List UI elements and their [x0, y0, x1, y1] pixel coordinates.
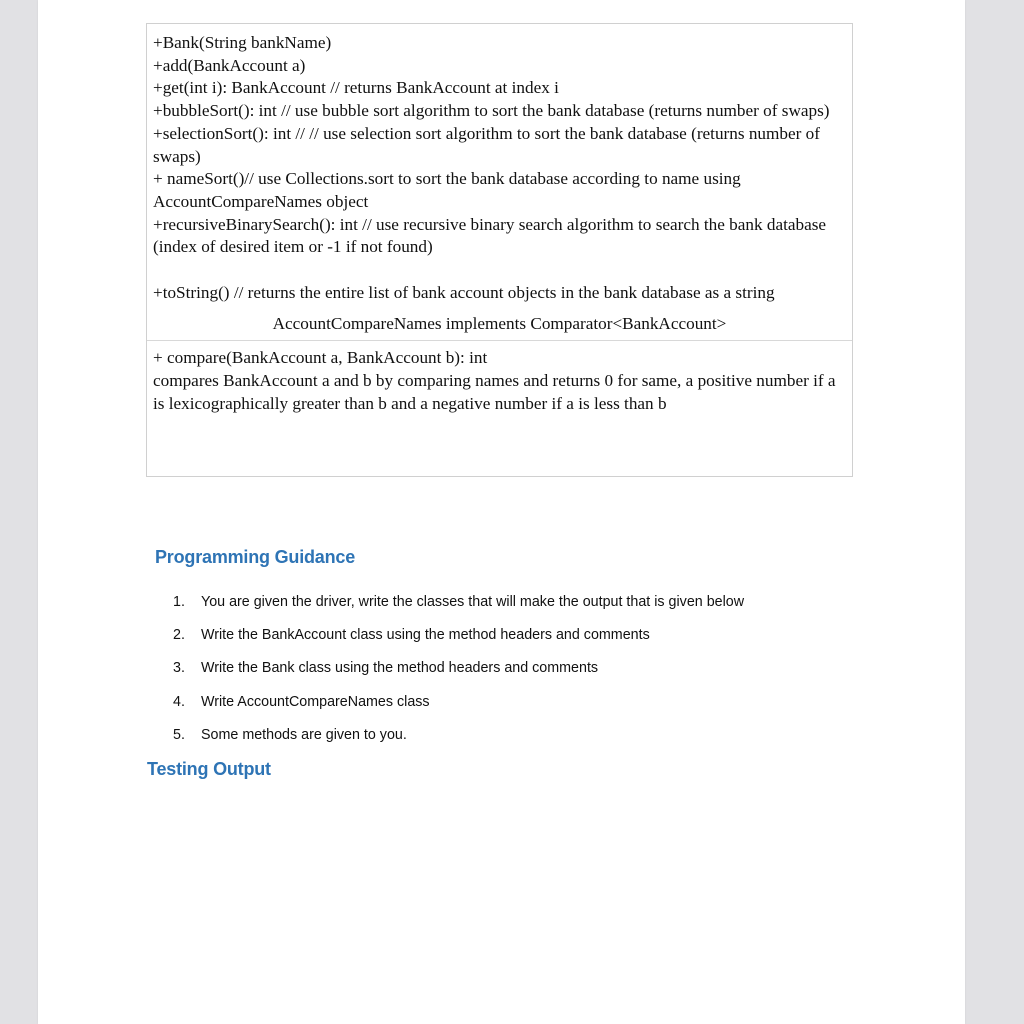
- method-recursive-binary-search: +recursiveBinarySearch(): int // use recursive binary search algorithm to search the bank database (index of desired item or -1 if not found): [153, 214, 827, 257]
- list-item-number: 2.: [173, 627, 185, 644]
- list-item: [173, 692, 744, 725]
- method-to-string: +toString() // returns the entire list of bank account objects in the bank database as a string: [153, 282, 775, 302]
- list-item-text: You are given the driver, write the classes that will make the output that is given below: [201, 594, 745, 610]
- guidance-list: [173, 592, 744, 758]
- blank-line: [153, 259, 846, 282]
- list-item-text: Some methods are given to you.: [201, 726, 407, 743]
- compare-method-cell: [147, 341, 852, 415]
- list-item-text: Write the BankAccount class using the method headers and comments: [201, 627, 650, 644]
- method-name-sort: + nameSort()// use Collections.sort to sort the bank database according to name using AccountCompareNames object: [153, 169, 741, 211]
- method-bank-constructor: +Bank(String bankName): [153, 33, 332, 52]
- uml-class-table: [146, 23, 853, 477]
- list-item-number: 4.: [173, 693, 185, 710]
- list-item-number: 5.: [173, 726, 185, 743]
- list-item: [173, 658, 744, 691]
- comparator-class-header: AccountCompareNames implements Comparator<BankAccount>: [272, 314, 727, 334]
- list-item-number: 1.: [173, 594, 185, 610]
- list-item-text: Write the Bank class using the method headers and comments: [201, 660, 599, 677]
- testing-output-heading: Testing Output: [147, 759, 271, 779]
- method-bubble-sort: +bubbleSort(): int // use bubble sort algorithm to sort the bank database (returns number of swaps): [153, 101, 830, 121]
- list-item-number: 3.: [173, 660, 185, 677]
- list-item: [173, 725, 744, 758]
- list-item: [173, 592, 744, 625]
- method-get: +get(int i): BankAccount // returns BankAccount at index i: [153, 78, 559, 98]
- document-page: [38, 0, 965, 1024]
- method-compare-description: compares BankAccount a and b by comparing names and returns 0 for same, a positive number if a is lexicographically greater than b and a negative number if a is less than b: [153, 371, 836, 413]
- list-item-text: Write AccountCompareNames class: [201, 693, 430, 710]
- method-selection-sort: +selectionSort(): int // // use selection sort algorithm to sort the bank database (returns number of swaps): [153, 123, 820, 166]
- bank-methods-cell: [147, 24, 852, 304]
- method-add: +add(BankAccount a): [153, 55, 306, 75]
- list-item: [173, 625, 744, 658]
- programming-guidance-heading: Programming Guidance: [155, 547, 356, 567]
- method-compare-signature: + compare(BankAccount a, BankAccount b): int: [153, 348, 488, 368]
